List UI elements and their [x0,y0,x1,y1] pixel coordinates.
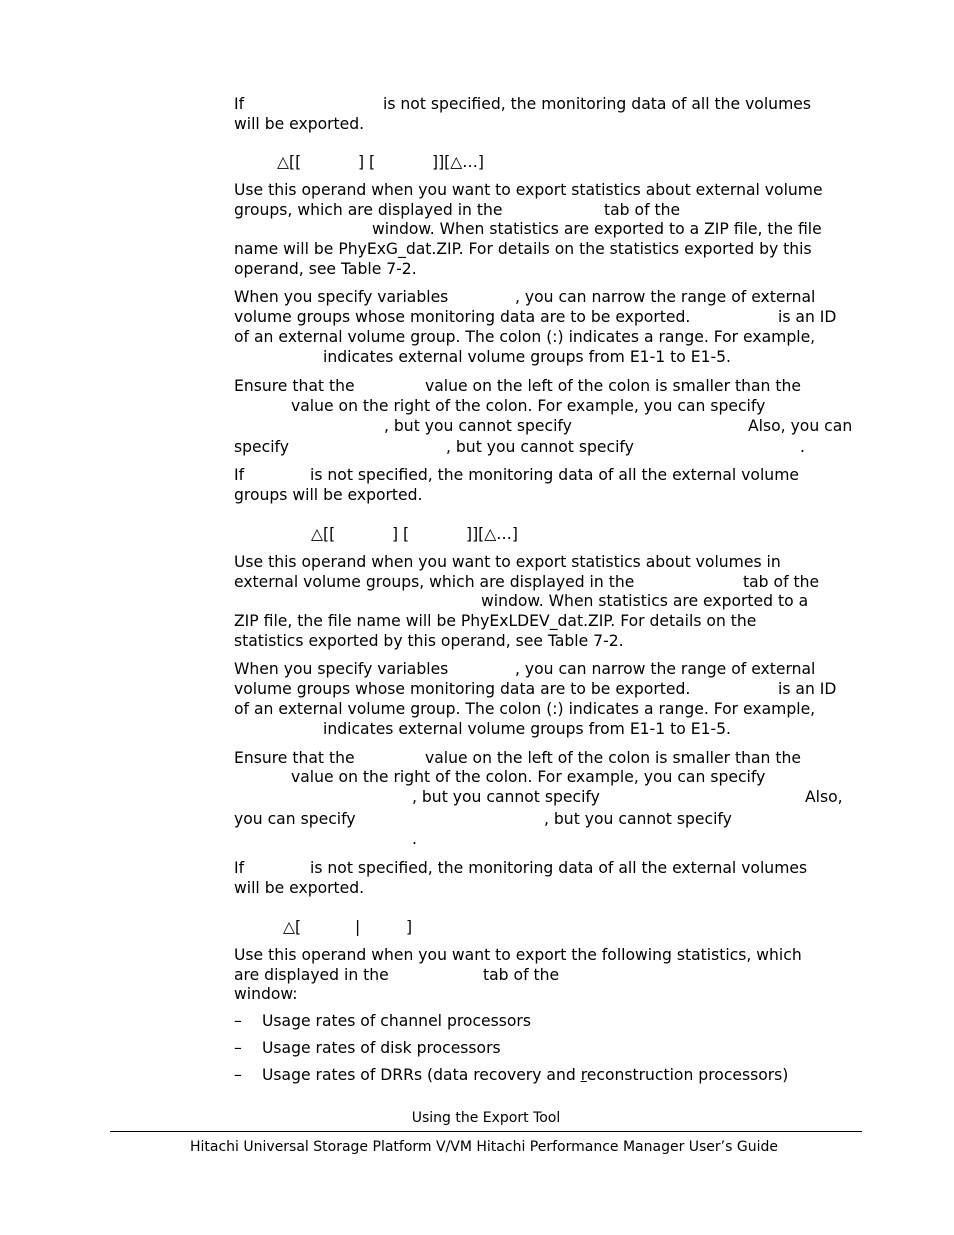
text: , you can narrow the range of external [515,660,816,678]
text: Also, [805,788,843,806]
bullet-dash: – [234,1039,242,1057]
footer-guide-title: Hitachi Universal Storage Platform V/VM Hitachi Performance Manager User’s Guide [190,1139,778,1155]
text: If [234,95,245,113]
list-item: Usage rates of disk processors [262,1039,501,1057]
text: window. When statistics are exported to a [481,592,809,610]
text: of an external volume group. The colon (:) indicates a range. For example, [234,700,816,718]
text: indicates external volume groups from E1-1 to E1-5. [323,348,731,366]
text: operand, see Table 7-2. [234,260,417,278]
text: are displayed in the [234,966,389,984]
text: If [234,466,245,484]
text: When you specify variables [234,660,449,678]
text: value on the right of the colon. For example, you can specify [291,397,766,415]
text: value on the left of the colon is smaller than the [425,377,801,395]
text: volume groups whose monitoring data are to be exported. [234,680,691,698]
syntax-part: △[[ [277,153,302,171]
text: you can specify [234,810,356,828]
text: specify [234,438,289,456]
text: , you can narrow the range of external [515,288,816,306]
text: Use this operand when you want to export statistics about external volume [234,181,823,199]
text: is not specified, the monitoring data of all the external volume [310,466,799,484]
text: Ensure that the [234,377,355,395]
text: value on the right of the colon. For example, you can specify [291,768,766,786]
list-item: Usage rates of channel processors [262,1012,531,1030]
text: window: [234,985,298,1003]
text: . [412,830,417,848]
footer-divider [110,1131,862,1132]
underlined-letter: r [580,1066,587,1084]
text: groups, which are displayed in the [234,201,503,219]
text: is not specified, the monitoring data of all the external volumes [310,859,808,877]
text: is an ID [778,308,837,326]
text: If [234,859,245,877]
text: Use this operand when you want to export the following statistics, which [234,946,802,964]
syntax-part: △[[ [311,525,336,543]
text: volume groups whose monitoring data are to be exported. [234,308,691,326]
text: tab of the [743,573,820,591]
syntax-part: ] [ [392,525,410,543]
text: indicates external volume groups from E1-1 to E1-5. [323,720,731,738]
list-item-text: econstruction processors) [586,1066,789,1084]
list-item [262,1065,788,1085]
text: , but you cannot specify [384,417,572,435]
list-item-text: Usage rates of DRRs (data recovery and [262,1066,581,1084]
syntax-part: ]][△…] [466,525,518,543]
text: is not specified, the monitoring data of all the volumes [383,95,811,113]
footer-chapter-title: Using the Export Tool [411,1110,561,1126]
syntax-part: ] [ [358,153,376,171]
text: ZIP file, the file name will be PhyExLDEV_dat.ZIP. For details on the [234,612,757,630]
text: statistics exported by this operand, see Table 7-2. [234,632,624,650]
text: is an ID [778,680,837,698]
text: , but you cannot specify [446,438,634,456]
text: Also, you can [748,417,853,435]
text: tab of the [483,966,560,984]
text: window. When statistics are exported to a ZIP file, the file [372,220,822,238]
syntax-part: | [355,918,361,936]
text: of an external volume group. The colon (:) indicates a range. For example, [234,328,816,346]
text: , but you cannot specify [412,788,600,806]
text: external volume groups, which are displayed in the [234,573,635,591]
text: When you specify variables [234,288,449,306]
bullet-dash: – [234,1066,242,1084]
syntax-part: ]][△…] [432,153,484,171]
syntax-part: △[ [283,918,302,936]
text: groups will be exported. [234,486,423,504]
syntax-part: ] [406,918,413,936]
text: name will be PhyExG_dat.ZIP. For details on the statistics exported by this [234,240,812,258]
text: , but you cannot specify [544,810,732,828]
text: will be exported. [234,115,365,133]
text: Use this operand when you want to export statistics about volumes in [234,553,781,571]
text: will be exported. [234,879,365,897]
bullet-dash: – [234,1012,242,1030]
text: tab of the [604,201,681,219]
text: . [800,438,805,456]
text: Ensure that the [234,749,355,767]
text: value on the left of the colon is smaller than the [425,749,801,767]
